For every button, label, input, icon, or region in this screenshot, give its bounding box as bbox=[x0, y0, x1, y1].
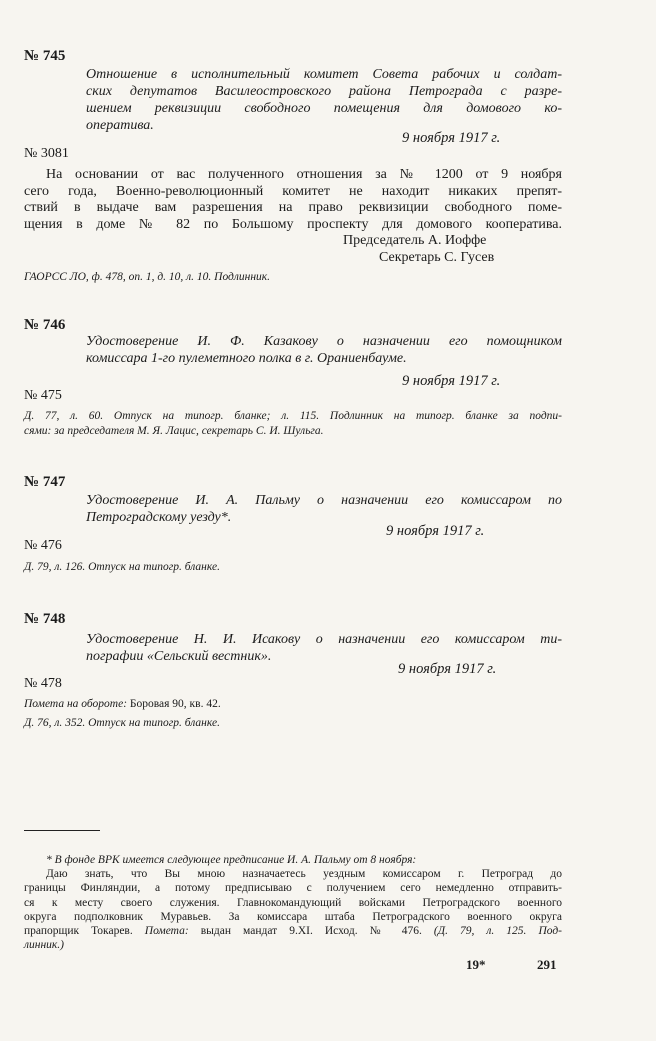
doc746-number: № 746 bbox=[24, 317, 66, 333]
doc745-title-line-1: Отношение в исполнительный комитет Совета рабочих и солдат- bbox=[86, 67, 562, 82]
doc745-source: ГАОРСС ЛО, ф. 478, оп. 1, д. 10, л. 10. Подлинник. bbox=[24, 271, 271, 283]
doc745-title-line-2: ских депутатов Василеостровского района Петрограда с разре- bbox=[86, 84, 562, 99]
doc746-source-line-2: сями: за председателя М. Я. Лацис, секретарь С. И. Шульга. bbox=[24, 425, 324, 437]
printer-signature: 19* bbox=[466, 957, 486, 972]
doc748-date: 9 ноября 1917 г. bbox=[398, 661, 497, 677]
footnote-line-4: округа подполковник Муравьев. За комиссара штаба Петроградского военного округа bbox=[24, 910, 562, 923]
doc748-title-line-1: Удостоверение Н. И. Исакову о назначении его комиссаром ти- bbox=[86, 632, 562, 647]
page-number: 291 bbox=[537, 957, 557, 972]
doc746-source-line-1: Д. 77, л. 60. Отпуск на типогр. бланке; л. 115. Подлинник на типогр. бланке за подпи- bbox=[24, 410, 562, 422]
doc747-source: Д. 79, л. 126. Отпуск на типогр. бланке. bbox=[24, 561, 220, 573]
footnote-line-6: линник.) bbox=[24, 939, 65, 952]
doc745-title-line-4: оператива. bbox=[86, 118, 154, 133]
doc745-date: 9 ноября 1917 г. bbox=[402, 130, 501, 146]
doc748-reg-number: № 478 bbox=[24, 676, 62, 691]
doc748-number: № 748 bbox=[24, 611, 66, 627]
doc745-body-line-1: На основании от вас полученного отношения за № 1200 от 9 ноября bbox=[46, 167, 562, 182]
doc746-title-line-1: Удостоверение И. Ф. Казакову о назначении его помощником bbox=[86, 334, 562, 349]
footnote-line-5-plain: прапорщик Токарев. bbox=[24, 925, 133, 937]
doc745-reg-number: № 3081 bbox=[24, 146, 69, 161]
doc748-source: Д. 76, л. 352. Отпуск на типогр. бланке. bbox=[24, 717, 220, 729]
doc746-reg-number: № 475 bbox=[24, 388, 62, 403]
doc747-title-line-2: Петроградскому уезду*. bbox=[86, 510, 232, 525]
doc748-note-text: Боровая 90, кв. 42. bbox=[129, 698, 221, 710]
doc747-number: № 747 bbox=[24, 474, 66, 490]
footnote-line-1: Даю знать, что Вы мною назначаетесь уездным комиссаром г. Петроград до bbox=[46, 868, 562, 881]
doc745-title-line-3: шением реквизиции свободного помещения для домового ко- bbox=[86, 101, 562, 116]
doc745-body-line-4: щения в доме № 82 по Большому проспекту для домового кооператива. bbox=[24, 216, 562, 232]
doc748-note bbox=[24, 697, 221, 712]
doc745-body-line-3: ствий в выдаче вам разрешения на право реквизиции свободного поме- bbox=[24, 200, 562, 215]
doc745-body-line-2: сего года, Военно-революционный комитет не находит никаких препят- bbox=[24, 183, 562, 199]
doc746-title-line-2: комиссара 1-го пулеметного полка в г. Ораниенбауме. bbox=[86, 351, 407, 366]
footnote-line-5-source: (Д. 79, л. 125. Под- bbox=[433, 925, 562, 937]
footnote-line-5 bbox=[24, 924, 562, 938]
doc748-note-label: Помета на обороте: bbox=[24, 698, 128, 710]
doc747-title-line-1: Удостоверение И. А. Пальму о назначении его комиссаром по bbox=[86, 493, 562, 508]
doc747-date: 9 ноября 1917 г. bbox=[386, 523, 485, 539]
footnote-line-3: ся к месту своего служения. Главнокомандующий войсками Петроградского военного bbox=[24, 896, 562, 909]
doc745-signature-secretary: Секретарь С. Гусев bbox=[379, 249, 495, 265]
footnote-line-5-mark-text: выдан мандат 9.XI. Исход. № 476. bbox=[200, 925, 422, 937]
doc745-signature-chair: Председатель А. Иоффе bbox=[343, 233, 487, 248]
doc746-date: 9 ноября 1917 г. bbox=[402, 373, 501, 389]
footnote-intro: * В фонде ВРК имеется следующее предписание И. А. Пальму от 8 ноября: bbox=[46, 854, 417, 866]
doc747-reg-number: № 476 bbox=[24, 538, 62, 553]
doc748-title-line-2: пографии «Сельский вестник». bbox=[86, 649, 272, 664]
footnote-line-2: границы Финляндии, а потому предписываю с получением сего немедленно отправить- bbox=[24, 882, 562, 895]
footnote-line-5-mark-label: Помета: bbox=[144, 925, 189, 937]
footnote-divider bbox=[24, 830, 100, 831]
doc745-number: № 745 bbox=[24, 48, 66, 64]
